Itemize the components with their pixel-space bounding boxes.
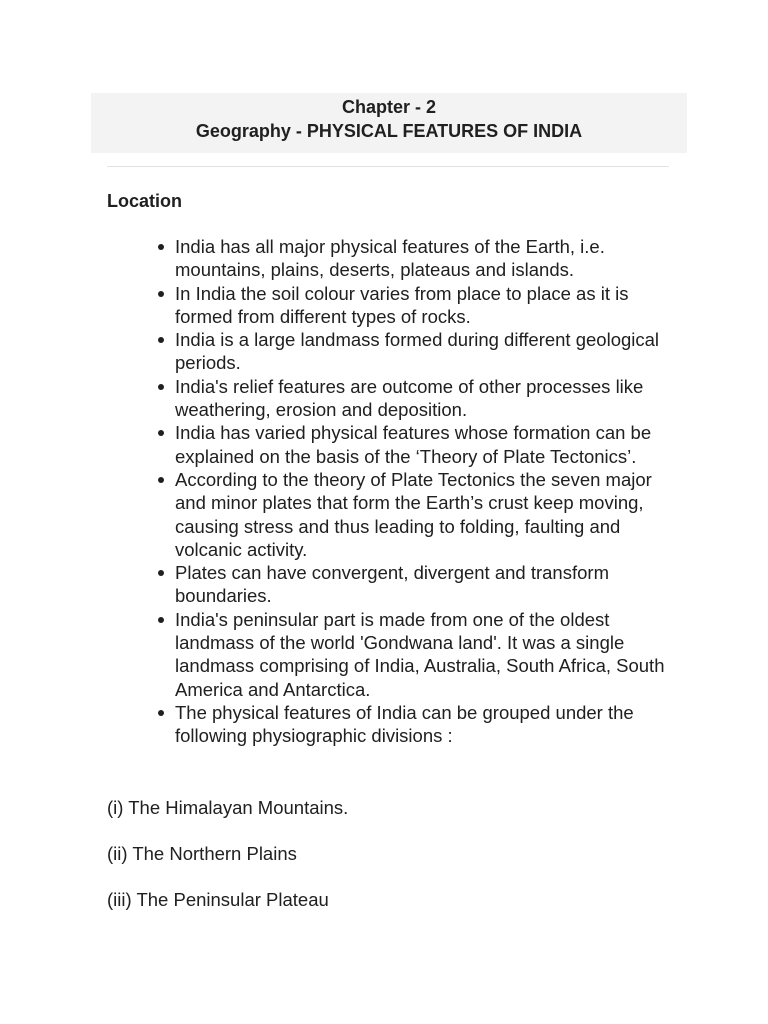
list-item-text: India is a large landmass formed during different geological periods.	[175, 329, 660, 374]
bullet-icon	[158, 244, 164, 250]
list-item	[175, 561, 675, 608]
bullet-icon	[158, 430, 164, 436]
list-item-text: India has varied physical features whose formation can be explained on the basis of the ‘Theory of Plate Tectonics’.	[175, 422, 652, 467]
list-item-text: India has all major physical features of the Earth, i.e. mountains, plains, deserts, plateaus and islands.	[175, 236, 605, 281]
section-heading: Location	[107, 191, 182, 211]
bullet-icon	[158, 570, 164, 576]
chapter-number: Chapter - 2	[341, 97, 437, 117]
bullet-icon	[158, 291, 164, 297]
division-northern-plains: (ii) The Northern Plains	[107, 843, 297, 864]
bullet-icon	[158, 384, 164, 390]
bullet-icon	[158, 710, 164, 716]
list-item	[175, 235, 675, 282]
bullet-list	[175, 235, 675, 748]
list-item	[175, 421, 675, 468]
division-peninsular-plateau: (iii) The Peninsular Plateau	[107, 889, 329, 910]
bullet-icon	[158, 337, 164, 343]
list-item-text: The physical features of India can be grouped under the following physiographic divisions :	[175, 701, 634, 747]
list-item	[175, 701, 675, 748]
list-item-text: India's relief features are outcome of other processes like weathering, erosion and deposition.	[175, 375, 644, 421]
list-item	[175, 468, 675, 561]
bullet-icon	[158, 477, 164, 483]
list-item	[175, 375, 675, 422]
bullet-icon	[158, 617, 164, 623]
list-item-text: According to the theory of Plate Tectonics the seven major and minor plates that form the Earth’s crust keep moving, causing stress and thus leading to folding, faulting and volcanic activity.	[175, 468, 652, 560]
list-item-text: Plates can have convergent, divergent and transform boundaries.	[175, 562, 609, 607]
chapter-title: Geography - PHYSICAL FEATURES OF INDIA	[195, 121, 583, 141]
list-item-text: In India the soil colour varies from place to place as it is formed from different types of rocks.	[175, 282, 629, 327]
list-item-text: India's peninsular part is made from one of the oldest landmass of the world 'Gondwana land'. It was a single landmass comprising of India, Australia, South Africa, South America and Antarctica.	[175, 608, 665, 700]
list-item	[175, 608, 675, 701]
list-item	[175, 282, 675, 329]
division-himalayan-mountains: (i) The Himalayan Mountains.	[107, 797, 349, 818]
list-item	[175, 328, 675, 375]
header-divider	[107, 166, 669, 167]
